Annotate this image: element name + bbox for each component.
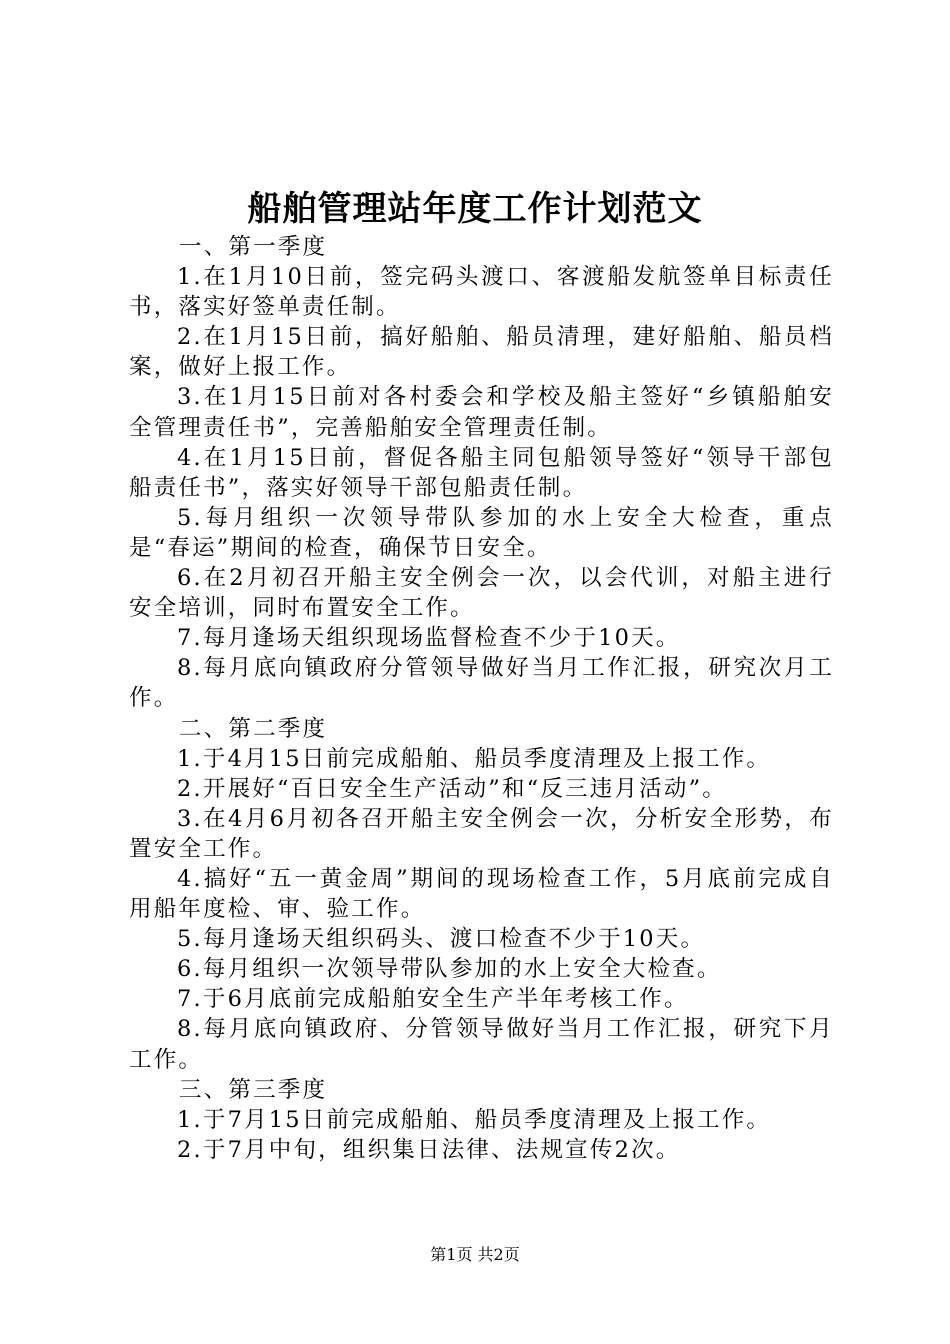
list-item: 1.在1月10日前，签完码头渡口、客渡船发航签单目标责任书，落实好签单责任制。 [129, 264, 834, 321]
list-item: 7.于6月底前完成船舶安全生产半年考核工作。 [177, 986, 689, 1013]
list-item: 6.每月组织一次领导带队参加的水上安全大检查。 [177, 956, 722, 983]
list-item: 2.开展好“百日安全生产活动”和“反三违月活动”。 [177, 775, 727, 802]
section-heading: 二、第二季度 [179, 715, 328, 742]
section-heading: 一、第一季度 [179, 234, 328, 260]
list-item: 8.每月底向镇政府分管领导做好当月工作汇报，研究次月工作。 [129, 655, 834, 712]
page-footer: 第1页 共2页 [430, 1245, 520, 1264]
list-item: 3.在4月6月初各召开船主安全例会一次，分析安全形势，布置安全工作。 [129, 805, 834, 862]
list-item: 4.在1月15日前，督促各船主同包船领导签好“领导干部包船责任书”，落实好领导干部包船责任制。 [129, 444, 834, 501]
document-body [129, 232, 834, 1165]
list-item: 8.每月底向镇政府、分管领导做好当月工作汇报，研究下月工作。 [129, 1016, 834, 1073]
list-item: 3.在1月15日前对各村委会和学校及船主签好“乡镇船舶安全管理责任书”，完善船舶安全管理责任制。 [129, 384, 834, 441]
list-item: 1.于7月15日前完成船舶、船员季度清理及上报工作。 [177, 1106, 772, 1133]
list-item: 1.于4月15日前完成船舶、船员季度清理及上报工作。 [177, 745, 772, 772]
list-item: 2.在1月15日前，搞好船舶、船员清理，建好船舶、船员档案，做好上报工作。 [129, 324, 834, 381]
list-item: 5.每月逢场天组织码头、渡口检查不少于10天。 [177, 926, 706, 953]
list-item: 7.每月逢场天组织现场监督检查不少于10天。 [177, 625, 681, 652]
list-item: 6.在2月初召开船主安全例会一次，以会代训，对船主进行安全培训，同时布置安全工作。 [129, 565, 834, 622]
list-item: 5.每月组织一次领导带队参加的水上安全大检查，重点是“春运”期间的检查，确保节日安全。 [129, 504, 834, 561]
list-item: 2.于7月中旬，组织集日法律、法规宣传2次。 [177, 1136, 681, 1163]
document-title: 船舶管理站年度工作计划范文 [247, 189, 703, 229]
list-item: 4.搞好“五一黄金周”期间的现场检查工作，5月底前完成自用船年度检、审、验工作。 [129, 865, 834, 923]
section-heading: 三、第三季度 [179, 1076, 328, 1103]
